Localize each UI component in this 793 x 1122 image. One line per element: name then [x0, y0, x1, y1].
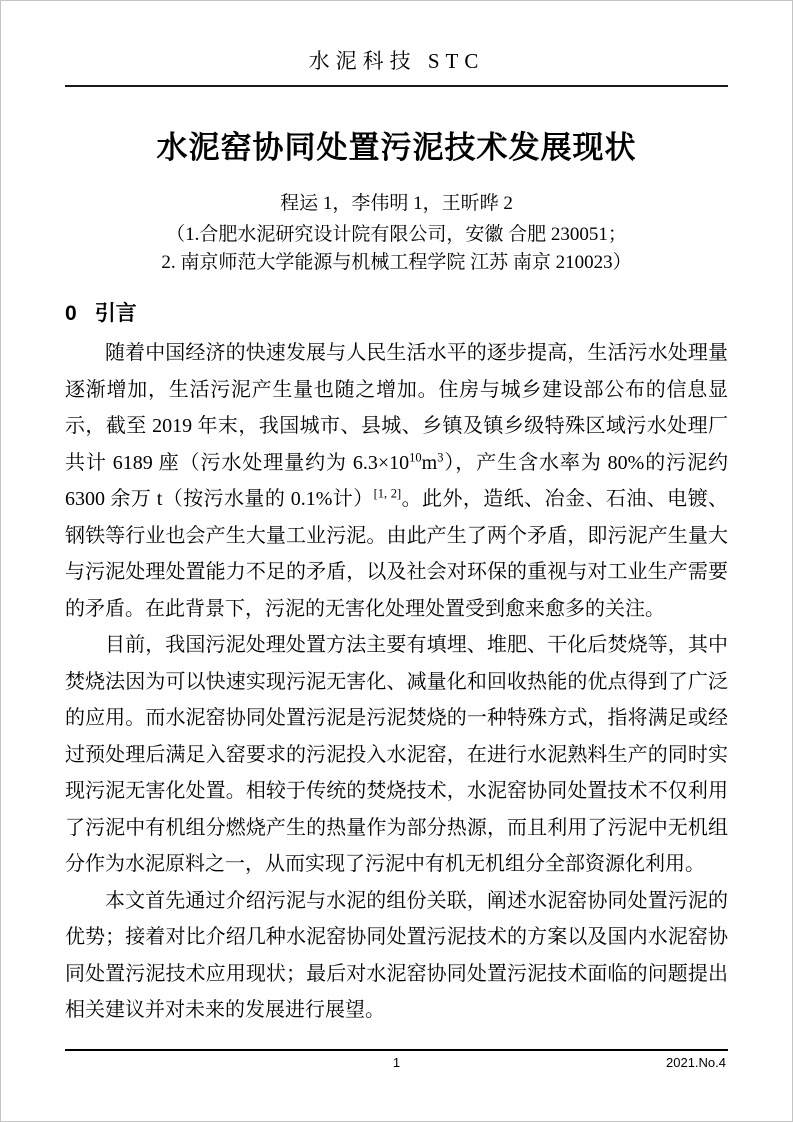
header-divider [65, 85, 728, 87]
footer-row [65, 1053, 728, 1075]
paragraph-3: 本文首先通过介绍污泥与水泥的组份关联，阐述水泥窑协同处置污泥的优势；接着对比介绍几种水泥窑协同处置污泥技术的方案以及国内水泥窑协同处置污泥技术应用现状；最后对水泥窑协同处置污泥技术面临的问题提出相关建议并对未来的发展进行展望。 [65, 889, 728, 1021]
paper-title: 水泥窑协同处置污泥技术发展现状 [156, 130, 637, 165]
authors-line: 程运 1，李伟明 1，王昕晔 2 [280, 193, 513, 214]
affiliation-line-1: （1.合肥水泥研究设计院有限公司，安徽 合肥 230051； [166, 224, 627, 245]
section-heading [65, 299, 728, 329]
section-number: 0 [65, 302, 77, 325]
affiliations [65, 221, 728, 277]
issue-label: 2021.No.4 [666, 1055, 726, 1070]
paragraph-2: 目前，我国污泥处理处置方法主要有填埋、堆肥、干化后焚烧等，其中焚烧法因为可以快速实现污泥无害化、减量化和回收热能的优点得到了广泛的应用。而水泥窑协同处置污泥是污泥焚烧的一种特殊方式，指将满足或经过预处理后满足入窑要求的污泥投入水泥窑，在进行水泥熟料生产的同时实现污泥无害化处置。相较于传统的焚烧技术，水泥窑协同处置技术不仅利用了污泥中有机组分燃烧产生的热量作为部分热源，而且利用了污泥中无机组分作为水泥原料之一，从而实现了污泥中有机无机组分全部资源化利用。 [65, 634, 728, 875]
paragraph-1: 随着中国经济的快速发展与人民生活水平的逐步提高，生活污水处理量逐渐增加，生活污泥产生量也随之增加。住房与城乡建设部公布的信息显示，截至 2019 年末，我国城市、县城、乡镇及镇乡级特殊区域污水处理厂共计 6189 座（污水处理量约为 $6.3\times 10^{10}m^3$），产生含水率为 80%的污泥约 6300 余万 t（按污水量的 0.1%计）[1, 2]。此外，造纸、冶金、石油、电镀、钢铁等行业也会产生大量工业污泥。由此产生了两个矛盾，即污泥产生量大与污泥处理处置能力不足的矛盾，以及社会对环保的重视与对工业生产需要的矛盾。在此背景下，污泥的无害化处理处置受到愈来愈多的关注。 [65, 342, 728, 620]
page-number: 1 [392, 1055, 401, 1070]
footer-divider [65, 1049, 728, 1051]
section-title: 引言 [94, 302, 137, 325]
page-footer [65, 1049, 728, 1075]
affiliation-line-2: 2. 南京师范大学能源与机械工程学院 江苏 南京 210023） [161, 252, 632, 273]
journal-title: 水泥科技 STC [308, 49, 485, 73]
journal-header [65, 1, 728, 87]
introduction-body [65, 335, 728, 1029]
